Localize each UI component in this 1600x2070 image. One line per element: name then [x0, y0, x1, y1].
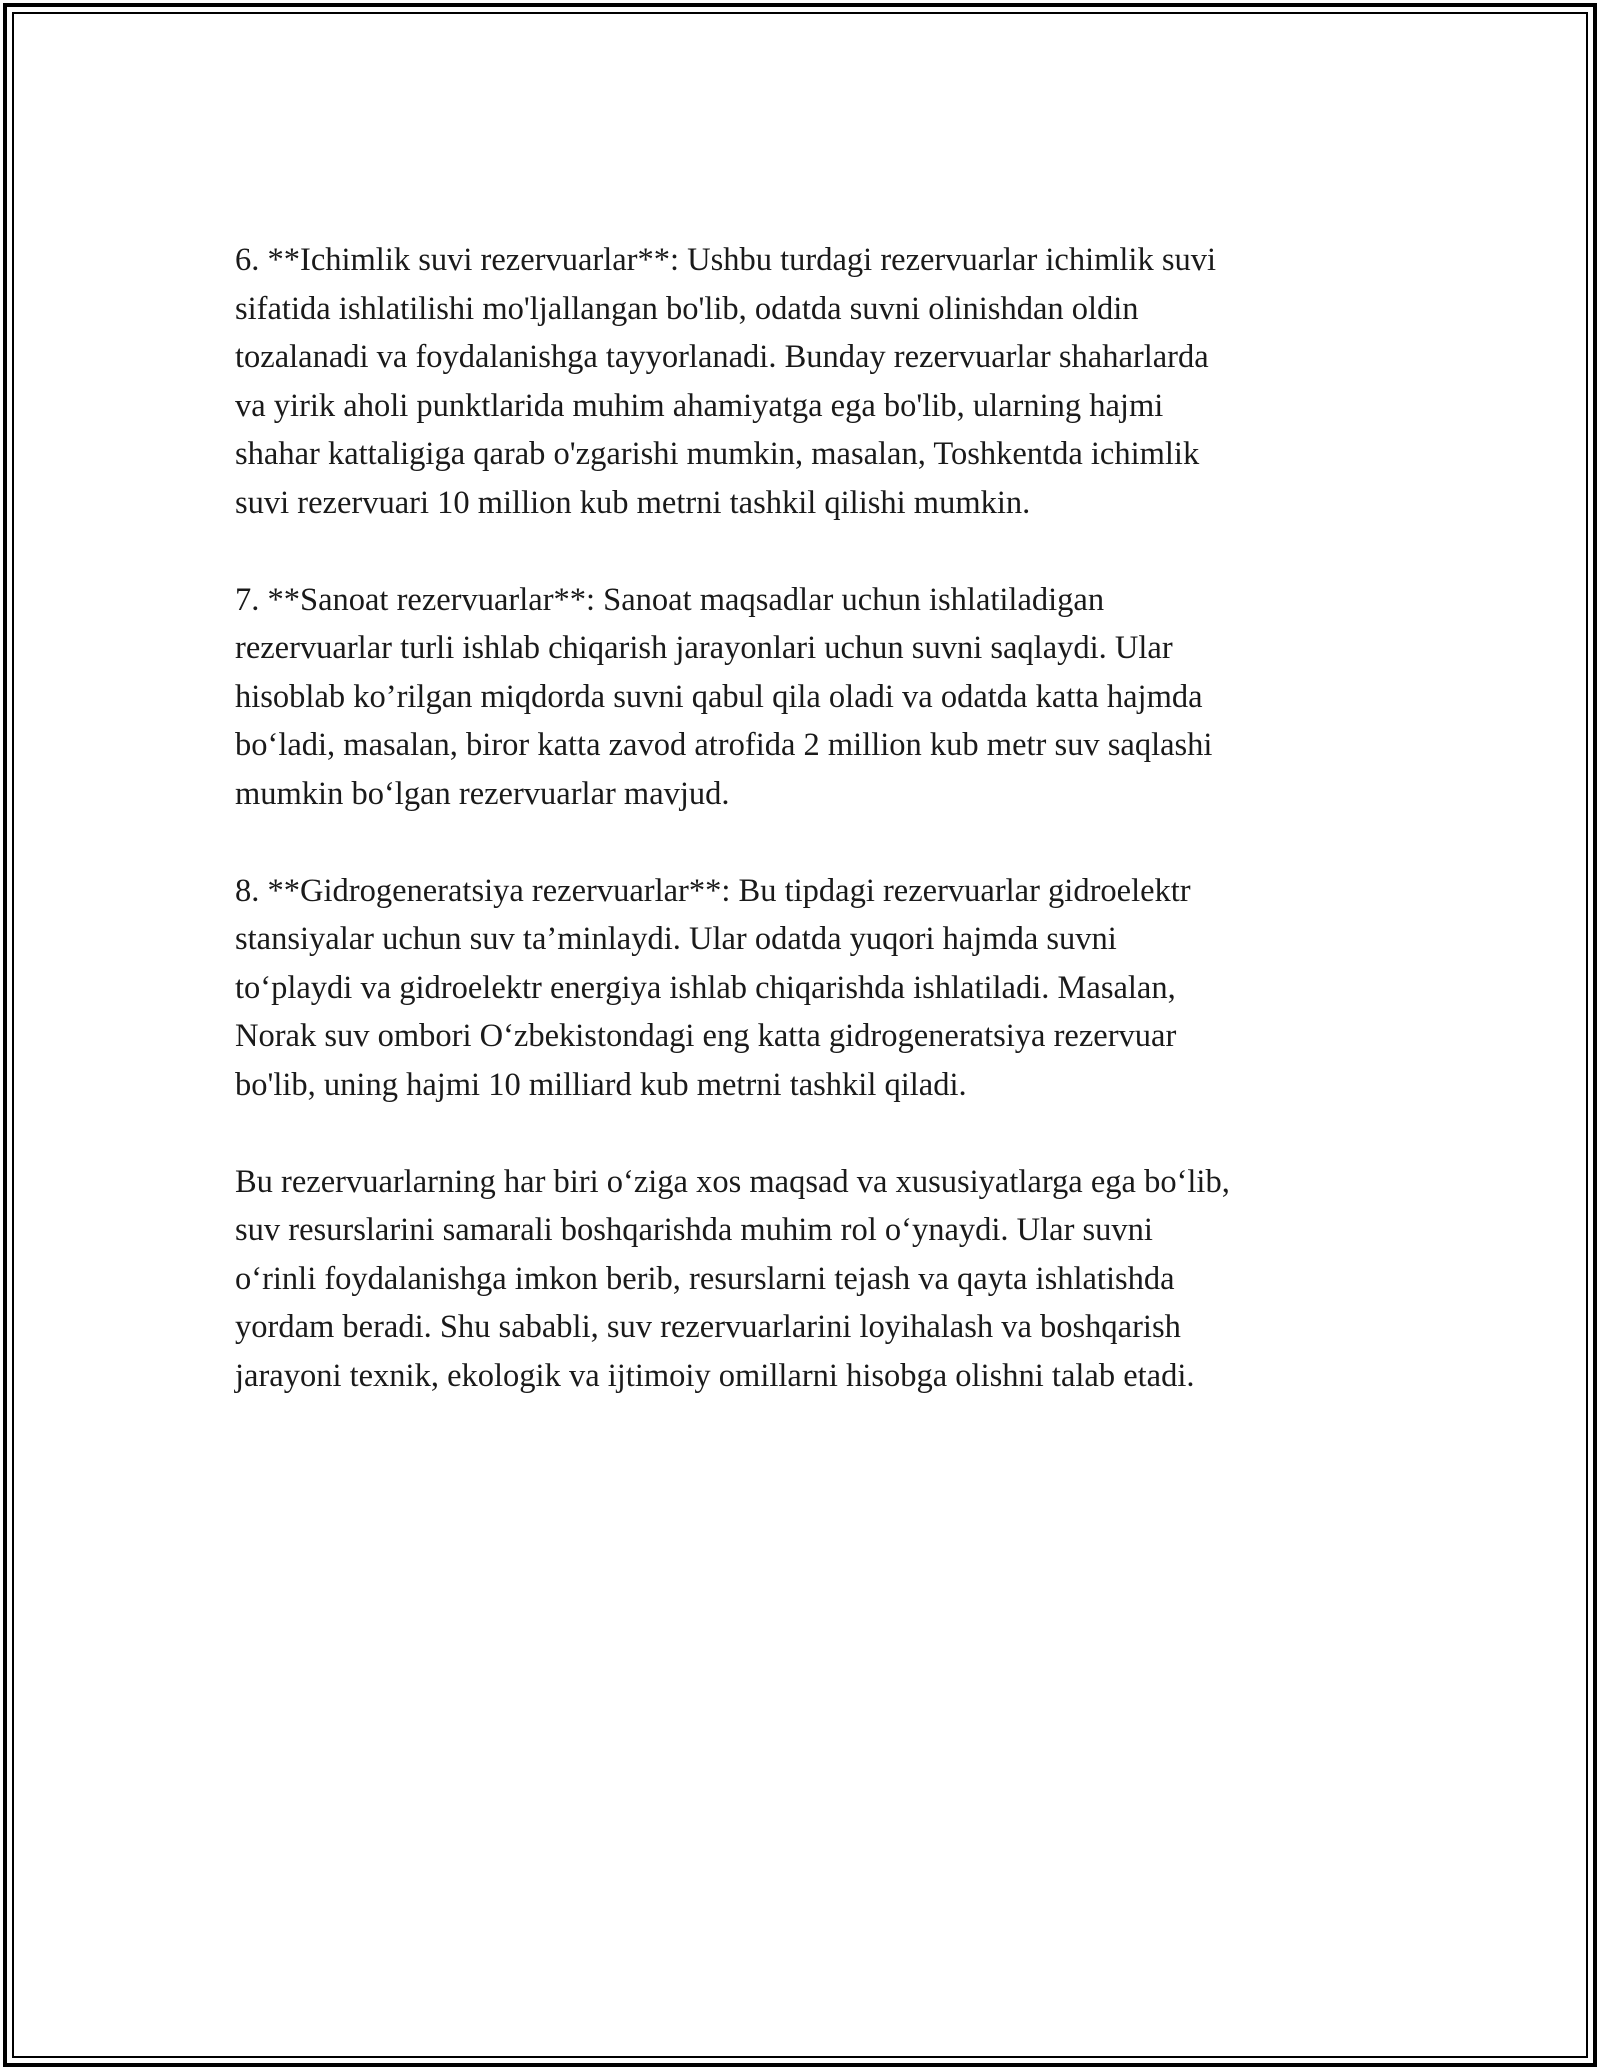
- paragraph-hydrogeneration-reservoirs: 8. **Gidrogeneratsiya rezervuarlar**: Bu tipdagi rezervuarlar gidroelektr stansiyalar uchun suv ta’minlaydi. Ular odatda yuqori hajmda suvni to‘playdi va gidroelektr energiya ishlab chiqarishda ishlatiladi. Masalan, Norak suv ombori O‘zbekistondagi eng katta gidrogeneratsiya rezervuar bo'lib, uning hajmi 10 milliard kub metrni tashkil qiladi.: [235, 872, 1191, 1103]
- paragraph-industrial-reservoirs: 7. **Sanoat rezervuarlar**: Sanoat maqsadlar uchun ishlatiladigan rezervuarlar turli ishlab chiqarish jarayonlari uchun suvni saqlaydi. Ular hisoblab ko’rilgan miqdorda suvni qabul qila oladi va odatda katta hajmda bo‘ladi, masalan, biror katta zavod atrofida 2 million kub metr suv saqlashi mumkin bo‘lgan rezervuarlar mavjud.: [235, 581, 1213, 812]
- paragraph-conclusion: Bu rezervuarlarning har biri o‘ziga xos maqsad va xususiyatlarga ega bo‘lib, suv resurslarini samarali boshqarishda muhim rol o‘ynaydi. Ular suvni o‘rinli foydalanishga imkon berib, resurslarni tejash va qayta ishlatishda yordam beradi. Shu sababli, suv rezervuarlarini loyihalash va boshqarish jarayoni texnik, ekologik va ijtimoiy omillarni hisobga olishni talab etadi.: [235, 1163, 1230, 1394]
- document-body: [235, 236, 1370, 1449]
- paragraph-drinking-water-reservoirs: 6. **Ichimlik suvi rezervuarlar**: Ushbu turdagi rezervuarlar ichimlik suvi sifatida ishlatilishi mo'ljallangan bo'lib, odatda suvni olinishdan oldin tozalanadi va foydalanishga tayyorlanadi. Bunday rezervuarlar shaharlarda va yirik aholi punktlarida muhim ahamiyatga ega bo'lib, ularning hajmi shahar kattaligiga qarab o'zgarishi mumkin, masalan, Toshkentda ichimlik suvi rezervuari 10 million kub metrni tashkil qilishi mumkin.: [235, 242, 1217, 521]
